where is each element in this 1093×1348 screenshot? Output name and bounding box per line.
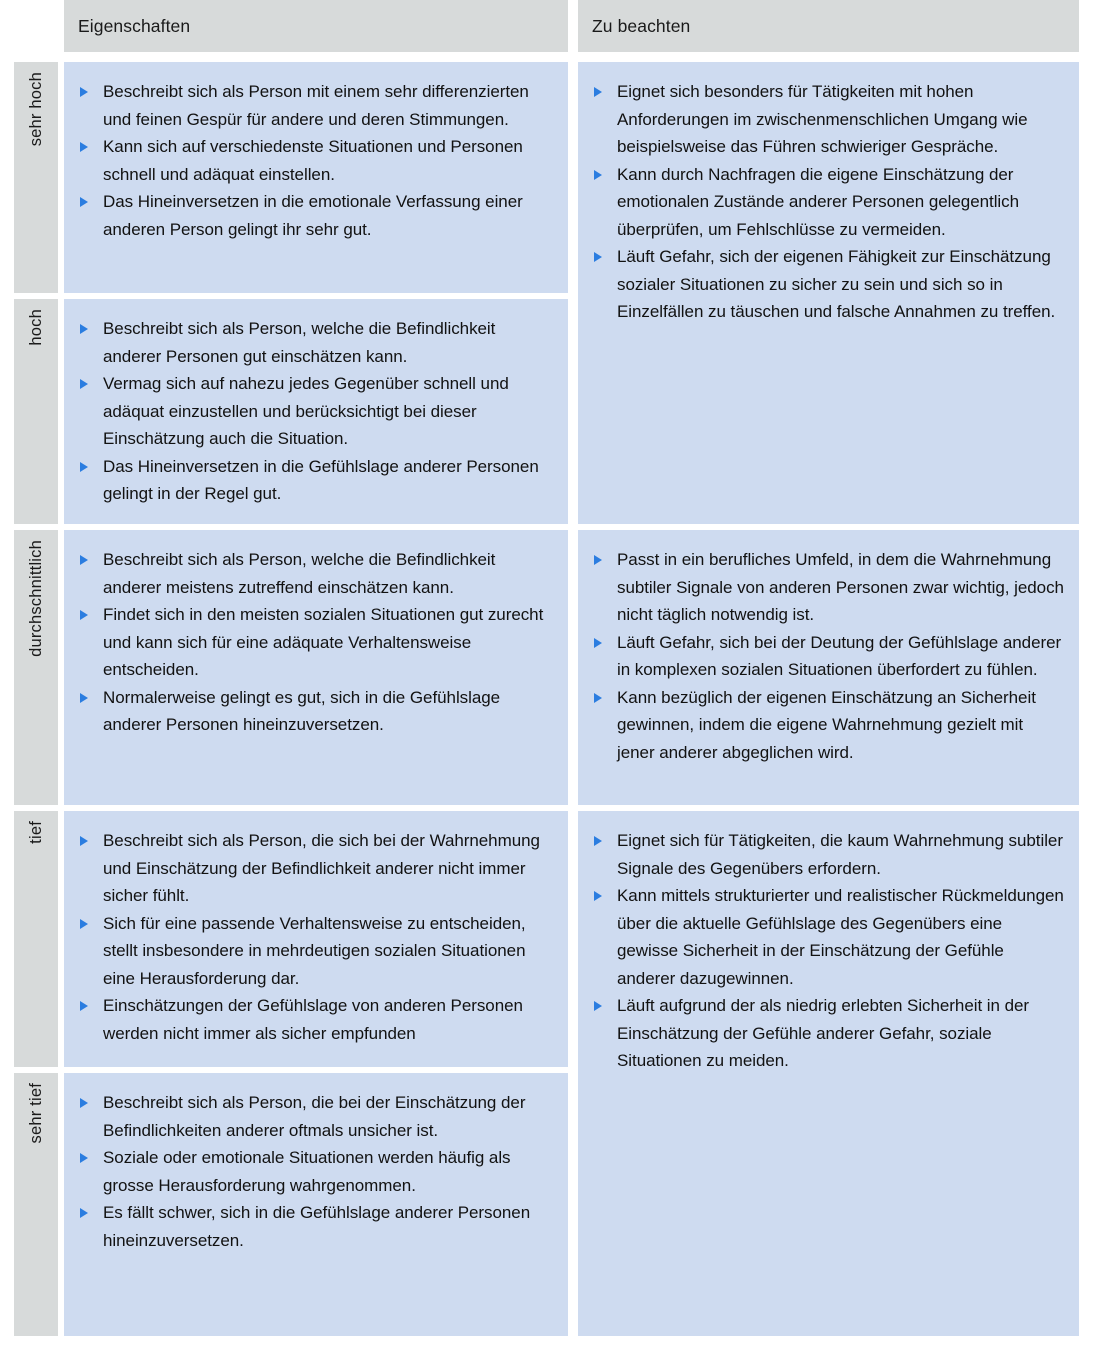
cell-zu-beachten-tief-bereich <box>578 811 1079 1336</box>
triangle-right-icon <box>80 610 88 620</box>
level-label-sehr-tief <box>14 1073 58 1336</box>
cell-eigenschaften-tief <box>64 811 568 1067</box>
list-item-text: Eignet sich für Tätigkeiten, die kaum Wahrnehmung subtiler Signale des Gegenübers erfordern. <box>617 831 1063 878</box>
triangle-right-icon <box>80 1153 88 1163</box>
triangle-right-icon <box>80 1001 88 1011</box>
column-header-eigenschaften <box>64 0 568 52</box>
list-item <box>78 1199 554 1254</box>
list-item <box>78 370 554 453</box>
level-label-tief-text: tief <box>26 821 45 844</box>
bullet-list <box>78 827 554 1047</box>
triangle-right-icon <box>80 555 88 565</box>
triangle-right-icon <box>594 1001 602 1011</box>
triangle-right-icon <box>594 891 602 901</box>
list-item-text: Es fällt schwer, sich in die Gefühlslage anderer Personen hineinzuversetzen. <box>103 1203 531 1250</box>
list-item-text: Beschreibt sich als Person mit einem sehr differenzierten und feinen Gespür für andere und deren Stimmungen. <box>103 82 529 129</box>
bullet-list <box>592 78 1065 326</box>
bullet-list <box>592 546 1065 766</box>
triangle-right-icon <box>594 836 602 846</box>
list-item-text: Beschreibt sich als Person, die bei der Einschätzung der Befindlichkeiten anderer oftmals unsicher ist. <box>103 1093 526 1140</box>
triangle-right-icon <box>80 919 88 929</box>
list-item-text: Eignet sich besonders für Tätigkeiten mit hohen Anforderungen im zwischenmenschlichen Umgang wie beispielsweise das Führen schwieriger Gespräche. <box>617 82 1028 157</box>
list-item <box>592 78 1065 161</box>
bullet-list <box>592 827 1065 1075</box>
list-item <box>78 601 554 684</box>
triangle-right-icon <box>594 252 602 262</box>
list-item-text: Kann sich auf verschiedenste Situationen und Personen schnell und adäquat einstellen. <box>103 137 523 184</box>
triangle-right-icon <box>594 555 602 565</box>
triangle-right-icon <box>594 170 602 180</box>
list-item <box>78 315 554 370</box>
list-item <box>592 161 1065 244</box>
cell-eigenschaften-hoch <box>64 299 568 524</box>
list-item-text: Läuft Gefahr, sich bei der Deutung der Gefühlslage anderer in komplexen sozialen Situationen überfordert zu fühlen. <box>617 632 1062 680</box>
list-item <box>78 78 554 133</box>
list-item-text: Das Hineinversetzen in die Gefühlslage anderer Personen gelingt in der Regel gut. <box>103 456 539 504</box>
column-header-zu-beachten-label: Zu beachten <box>592 15 691 36</box>
cell-eigenschaften-sehr-tief <box>64 1073 568 1336</box>
level-label-sehr-hoch <box>14 62 58 293</box>
column-header-zu-beachten <box>578 0 1079 52</box>
list-item-text: Kann mittels strukturierter und realistischer Rückmeldungen über die aktuelle Gefühlslage des Gegenübers eine gewisse Sicherheit in der Einschätzung der Gefühle anderer dazugewinnen. <box>617 886 1064 988</box>
level-label-hoch-text: hoch <box>26 309 45 346</box>
list-item-text: Beschreibt sich als Person, die sich bei der Wahrnehmung und Einschätzung der Befindlichkeit anderer nicht immer sicher fühlt. <box>103 831 540 906</box>
list-item <box>78 684 554 739</box>
list-item <box>78 992 554 1047</box>
level-label-durchschnittlich-text: durchschnittlich <box>26 540 45 657</box>
bullet-list <box>78 315 554 508</box>
triangle-right-icon <box>80 1098 88 1108</box>
column-header-eigenschaften-label: Eigenschaften <box>78 15 191 36</box>
bullet-list <box>78 1089 554 1254</box>
triangle-right-icon <box>80 462 88 472</box>
list-item-text: Kann bezüglich der eigenen Einschätzung an Sicherheit gewinnen, indem die eigene Wahrnehmung gezielt mit jener anderer abgeglichen wird. <box>617 687 1036 762</box>
list-item <box>78 1089 554 1144</box>
level-label-hoch <box>14 299 58 524</box>
list-item-text: Findet sich in den meisten sozialen Situationen gut zurecht und kann sich für eine adäquate Verhaltensweise entscheiden. <box>103 605 544 680</box>
list-item <box>592 827 1065 882</box>
list-item-text: Vermag sich auf nahezu jedes Gegenüber schnell und adäquat einzustellen und berücksichtigt bei dieser Einschätzung auch die Situation. <box>103 374 509 449</box>
level-label-sehr-hoch-text: sehr hoch <box>26 72 45 147</box>
level-label-durchschnittlich <box>14 530 58 805</box>
list-item <box>592 684 1065 767</box>
list-item <box>78 133 554 188</box>
list-item <box>592 992 1065 1075</box>
triangle-right-icon <box>80 142 88 152</box>
list-item-text: Soziale oder emotionale Situationen werden häufig als grosse Herausforderung wahrgenommen. <box>103 1148 511 1195</box>
list-item <box>78 1144 554 1199</box>
triangle-right-icon <box>80 693 88 703</box>
triangle-right-icon <box>80 87 88 97</box>
list-item-text: Kann durch Nachfragen die eigene Einschätzung der emotionalen Zustände anderer Personen gelegentlich überprüfen, um Fehlschlüsse zu vermeiden. <box>617 164 1019 239</box>
triangle-right-icon <box>594 87 602 97</box>
list-item-text: Läuft Gefahr, sich der eigenen Fähigkeit zur Einschätzung sozialer Situationen zu sicher zu sein und sich so in Einzelfällen zu täuschen und falsche Annahmen zu treffen. <box>617 247 1056 322</box>
bullet-list <box>78 78 554 243</box>
list-item-text: Beschreibt sich als Person, welche die Befindlichkeit anderer Personen gut einschätzen kann. <box>103 319 496 366</box>
bullet-list <box>78 546 554 739</box>
list-item <box>78 546 554 601</box>
list-item-text: Läuft aufgrund der als niedrig erlebten Sicherheit in der Einschätzung der Gefühle anderer Gefahr, soziale Situationen zu meiden. <box>617 996 1030 1071</box>
list-item <box>592 243 1065 326</box>
triangle-right-icon <box>80 379 88 389</box>
triangle-right-icon <box>80 324 88 334</box>
list-item <box>78 453 554 508</box>
list-item <box>78 827 554 910</box>
list-item-text: Passt in ein berufliches Umfeld, in dem die Wahrnehmung subtiler Signale von anderen Personen zwar wichtig, jedoch nicht täglich notwendig ist. <box>617 550 1064 625</box>
list-item <box>78 188 554 243</box>
list-item-text: Das Hineinversetzen in die emotionale Verfassung einer anderen Person gelingt ihr sehr gut. <box>103 192 523 239</box>
level-label-tief <box>14 811 58 1067</box>
cell-zu-beachten-durchschnittlich <box>578 530 1079 805</box>
list-item <box>592 882 1065 992</box>
cell-zu-beachten-hoch-bereich <box>578 62 1079 524</box>
triangle-right-icon <box>594 693 602 703</box>
list-item-text: Normalerweise gelingt es gut, sich in die Gefühlslage anderer Personen hineinzuversetzen. <box>103 687 501 735</box>
triangle-right-icon <box>594 638 602 648</box>
triangle-right-icon <box>80 1208 88 1218</box>
list-item-text: Sich für eine passende Verhaltensweise zu entscheiden, stellt insbesondere in mehrdeutigen sozialen Situationen eine Herausforderung dar. <box>103 913 526 988</box>
triangle-right-icon <box>80 836 88 846</box>
list-item <box>592 629 1065 684</box>
list-item-text: Einschätzungen der Gefühlslage von anderen Personen werden nicht immer als sicher empfunden <box>103 996 523 1043</box>
list-item <box>78 910 554 993</box>
list-item-text: Beschreibt sich als Person, welche die Befindlichkeit anderer meistens zutreffend einschätzen kann. <box>103 550 496 597</box>
cell-eigenschaften-durchschnittlich <box>64 530 568 805</box>
triangle-right-icon <box>80 197 88 207</box>
cell-eigenschaften-sehr-hoch <box>64 62 568 293</box>
level-label-sehr-tief-text: sehr tief <box>26 1083 45 1144</box>
list-item <box>592 546 1065 629</box>
